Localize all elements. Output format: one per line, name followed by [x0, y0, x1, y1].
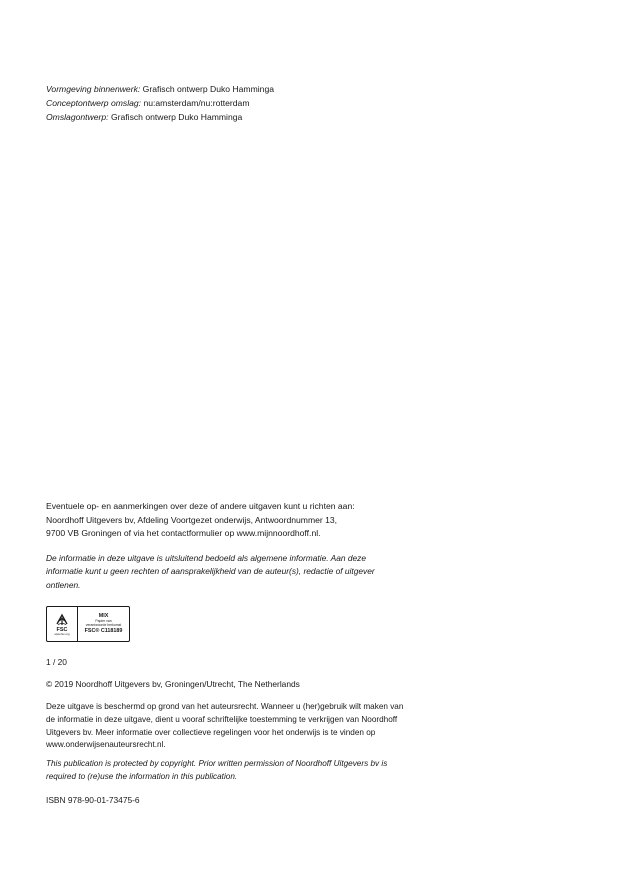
fsc-label	[46, 606, 130, 642]
rights-line: Uitgevers bv. Meer informatie over collectieve regelingen voor het onderwijs is te vinden op	[46, 727, 376, 737]
credit-line	[46, 82, 274, 96]
credit-value: Grafisch ontwerp Duko Hamminga	[140, 84, 274, 94]
disclaimer	[46, 552, 386, 592]
isbn: ISBN 978-90-01-73475-6	[46, 795, 140, 805]
credit-label: Omslagontwerp:	[46, 112, 109, 122]
rights-line: de informatie in deze uitgave, dient u vooraf schriftelijke toestemming te verkrijgen van Noordhoff	[46, 714, 398, 724]
contact-info	[46, 500, 355, 541]
contact-line: 9700 VB Groningen of via het contactformulier op www.mijnnoordhoff.nl.	[46, 528, 321, 538]
disclaimer-line: ontlenen.	[46, 579, 81, 590]
fsc-tree-icon	[55, 613, 69, 626]
rights-line: www.onderwijsenauteursrecht.nl.	[46, 740, 166, 750]
credit-line	[46, 110, 274, 124]
fsc-mix: MIX	[98, 613, 109, 619]
fsc-web: www.fsc.org	[54, 632, 70, 636]
credit-value: nu:amsterdam/nu:rotterdam	[141, 98, 250, 108]
fsc-sub-line: Papier van	[95, 619, 112, 623]
protected-line: required to (re)use the information in this publication.	[46, 771, 238, 781]
rights-notice	[46, 701, 403, 752]
fsc-logo	[47, 607, 78, 641]
fsc-details	[78, 607, 129, 641]
credit-line	[46, 96, 274, 110]
fsc-logo-text: FSC	[56, 627, 68, 633]
disclaimer-line: De informatie in deze uitgave is uitsluitend bedoeld als algemene informatie. Aan deze	[46, 553, 366, 563]
credit-label: Conceptontwerp omslag:	[46, 98, 142, 108]
credit-value: Grafisch ontwerp Duko Hamminga	[108, 112, 243, 122]
rights-line: Deze uitgave is beschermd op grond van het auteursrecht. Wanneer u (her)gebruik wilt maken van	[46, 702, 404, 711]
copyright-protection-notice	[46, 758, 387, 784]
contact-line: Eventuele op- en aanmerkingen over deze of andere uitgaven kunt u richten aan:	[46, 501, 355, 511]
fsc-code: FSC® C118189	[84, 628, 123, 634]
design-credits	[46, 82, 274, 124]
copyright: © 2019 Noordhoff Uitgevers bv, Groningen/Utrecht, The Netherlands	[46, 679, 300, 689]
protected-line: This publication is protected by copyright. Prior written permission of Noordhoff Uitgevers bv is	[46, 759, 388, 768]
disclaimer-line: informatie kunt u geen rechten of aansprakelijkheid van de auteur(s), redactie of uitgever	[46, 566, 375, 577]
credit-label: Vormgeving binnenwerk:	[46, 84, 141, 94]
contact-line: Noordhoff Uitgevers bv, Afdeling Voortgezet onderwijs, Antwoordnummer 13,	[46, 514, 338, 525]
print-code: 1 / 20	[46, 657, 67, 667]
fsc-sub-line: verantwoorde herkomst	[85, 623, 122, 627]
